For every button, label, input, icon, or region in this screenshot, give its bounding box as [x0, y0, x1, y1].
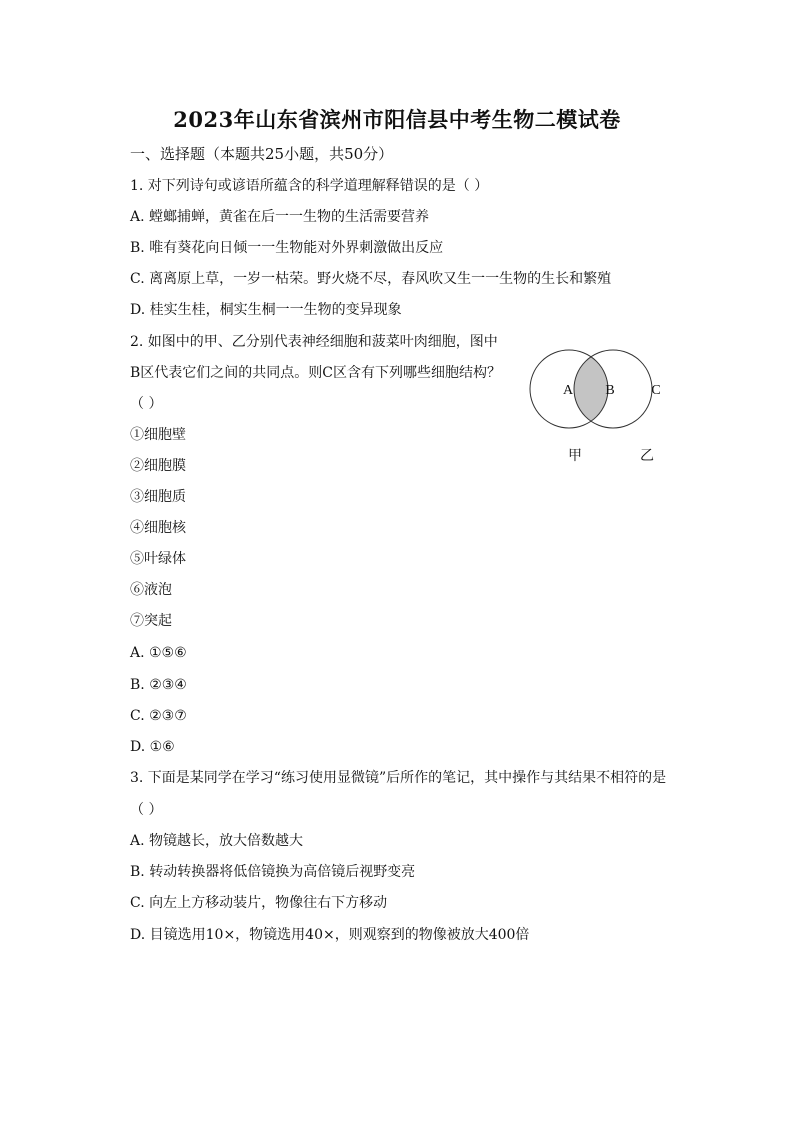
venn-caption-jia: 甲 — [568, 448, 582, 464]
question-2-stem-line-1: 2. 如图中的甲、乙分别代表神经细胞和菠菜叶肉细胞，图中 — [130, 334, 498, 350]
venn-label-b: B — [605, 383, 615, 398]
question-2-option-b: B. ②③④ — [130, 677, 187, 693]
question-3-option-a: A. 物镜越长，放大倍数越大 — [130, 833, 304, 849]
page-title: 2023年山东省滨州市阳信县中考生物二模试卷 — [173, 107, 621, 132]
question-2-item-1: ①细胞壁 — [130, 427, 186, 443]
question-2-option-c: C. ②③⑦ — [130, 708, 187, 724]
question-2-option-a: A. ①⑤⑥ — [130, 645, 187, 661]
question-1-option-c: C. 离离原上草，一岁一枯荣。野火烧不尽，春风吹又生一一生物的生长和繁殖 — [130, 271, 612, 287]
section-heading: 一、选择题（本题共25小题，共50分） — [130, 145, 394, 163]
question-2-option-d: D. ①⑥ — [130, 739, 175, 755]
question-2-stem-line-3: （ ） — [130, 396, 163, 412]
question-1-option-a: A. 螳螂捕蝉，黄雀在后一一生物的生活需要营养 — [130, 209, 430, 225]
question-2-stem-line-2: B区代表它们之间的共同点。则C区含有下列哪些细胞结构？ — [130, 365, 501, 381]
question-3-option-b: B. 转动转换器将低倍镜换为高倍镜后视野变亮 — [130, 864, 416, 880]
question-3-option-c: C. 向左上方移动装片，物像往右下方移动 — [130, 895, 388, 911]
question-3-stem-line-2: （ ） — [130, 802, 163, 818]
venn-label-a: A — [562, 383, 574, 398]
question-2-item-2: ②细胞膜 — [130, 458, 186, 474]
venn-caption-yi: 乙 — [640, 448, 654, 464]
question-1-option-d: D. 桂实生桂，桐实生桐一一生物的变异现象 — [130, 302, 402, 318]
question-2-item-7: ⑦突起 — [130, 613, 172, 629]
question-2-item-6: ⑥液泡 — [130, 582, 172, 598]
question-3-stem-line-1: 3. 下面是某同学在学习“练习使用显微镜”后所作的笔记，其中操作与其结果不相符的是 — [130, 770, 667, 786]
question-1-option-b: B. 唯有葵花向日倾一一生物能对外界刺激做出反应 — [130, 240, 444, 256]
question-2-item-4: ④细胞核 — [130, 520, 186, 536]
venn-label-c: C — [651, 383, 661, 398]
question-1-stem: 1. 对下列诗句或谚语所蕴含的科学道理解释错误的是（ ） — [130, 178, 489, 194]
question-2-item-3: ③细胞质 — [130, 489, 186, 505]
question-3-option-d: D. 目镜选用10×，物镜选用40×，则观察到的物像被放大400倍 — [130, 927, 530, 943]
question-2-item-5: ⑤叶绿体 — [130, 551, 186, 567]
venn-diagram — [527, 332, 695, 470]
